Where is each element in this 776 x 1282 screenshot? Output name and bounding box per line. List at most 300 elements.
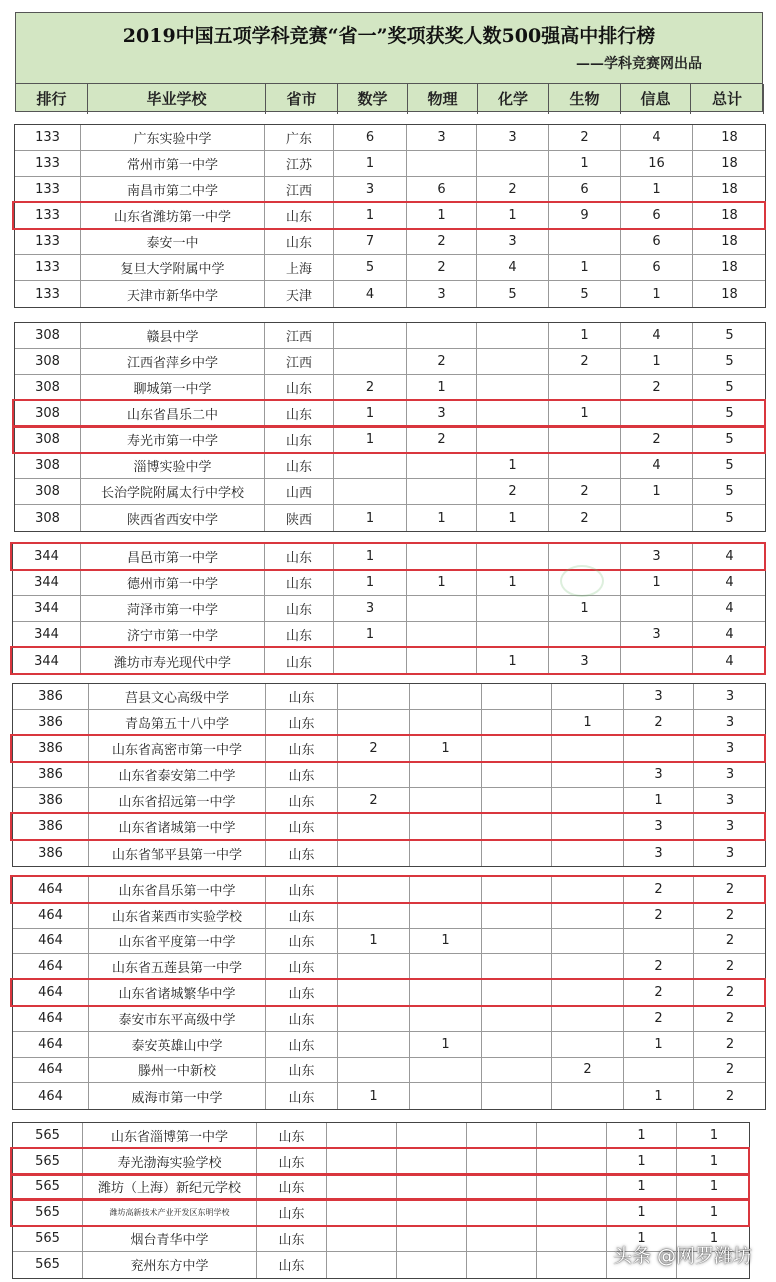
cell-informatics	[624, 1058, 694, 1083]
cell-total: 5	[725, 484, 734, 499]
cell-province: 山东	[266, 954, 338, 979]
cell-informatics: 2	[624, 710, 694, 735]
cell-informatics: 4	[621, 323, 693, 348]
table-row	[13, 1123, 749, 1149]
cell-chemistry	[482, 684, 552, 709]
cell-chemistry	[477, 401, 549, 426]
cell-total: 18	[721, 234, 738, 249]
cell-school: 兖州东方中学	[83, 1252, 257, 1278]
table-row	[15, 125, 765, 151]
cell-school: 山东省邹平县第一中学	[89, 840, 266, 866]
cell-total: 4	[725, 575, 734, 590]
cell-informatics	[621, 648, 693, 674]
cell-physics	[410, 1006, 482, 1031]
cell-informatics: 1	[621, 177, 693, 202]
cell-physics	[410, 762, 482, 787]
cell-school: 赣县中学	[81, 323, 265, 348]
cell-rank: 565	[13, 1252, 83, 1278]
cell-rank: 133	[15, 177, 81, 202]
cell-physics	[410, 1083, 482, 1109]
cell-rank: 308	[15, 453, 81, 478]
cell-province: 江西	[265, 323, 334, 348]
cell-rank: 565	[13, 1200, 83, 1225]
table-row	[13, 903, 765, 929]
cell-school: 莒县文心高级中学	[89, 684, 266, 709]
cell-rank: 133	[15, 203, 81, 228]
cell-math: 5	[334, 255, 407, 280]
table-row	[15, 349, 765, 375]
cell-biology	[537, 1200, 607, 1225]
cell-total: 18	[721, 182, 738, 197]
cell-chemistry	[477, 349, 549, 374]
cell-province: 山东	[266, 903, 338, 928]
cell-informatics: 2	[621, 375, 693, 400]
cell-school: 山东省诸城第一中学	[89, 814, 266, 839]
table-row	[15, 177, 765, 203]
cell-biology	[552, 1006, 624, 1031]
table-row	[15, 203, 765, 229]
cell-biology	[552, 954, 624, 979]
cell-chemistry	[482, 877, 552, 902]
cell-school: 山东省高密市第一中学	[89, 736, 266, 761]
cell-biology	[552, 1083, 624, 1109]
cell-physics: 2	[407, 229, 477, 254]
cell-total: 5	[725, 432, 734, 447]
cell-chemistry	[467, 1200, 537, 1225]
cell-biology	[552, 840, 624, 866]
cell-province: 山东	[266, 980, 338, 1005]
table-row	[13, 929, 765, 955]
table-row	[13, 648, 765, 674]
cell-rank: 308	[15, 401, 81, 426]
cell-chemistry	[467, 1123, 537, 1148]
cell-math	[338, 980, 410, 1005]
table-row	[13, 1006, 765, 1032]
cell-math: 1	[334, 505, 407, 531]
cell-chemistry: 4	[477, 255, 549, 280]
cell-school: 德州市第一中学	[81, 570, 265, 595]
cell-school: 山东省平度第一中学	[89, 929, 266, 954]
rank-group-table	[12, 683, 766, 867]
cell-physics	[397, 1123, 467, 1148]
cell-physics: 1	[407, 375, 477, 400]
column-header-physics: 物理	[408, 84, 478, 114]
cell-informatics	[621, 596, 693, 621]
cell-province: 山东	[266, 736, 338, 761]
column-header-school: 毕业学校	[88, 84, 266, 114]
cell-informatics: 1	[621, 479, 693, 504]
cell-informatics: 4	[621, 453, 693, 478]
cell-total: 3	[725, 819, 735, 834]
cell-biology	[552, 980, 624, 1005]
rank-group-table	[14, 322, 766, 532]
cell-total: 5	[725, 406, 734, 421]
cell-school: 常州市第一中学	[81, 151, 265, 176]
cell-informatics	[621, 505, 693, 531]
cell-informatics: 3	[624, 684, 694, 709]
cell-total: 3	[725, 689, 735, 704]
cell-physics	[410, 788, 482, 813]
cell-province: 山东	[266, 684, 338, 709]
cell-total: 1	[709, 1153, 719, 1169]
rank-group-table	[14, 124, 766, 308]
cell-chemistry: 3	[477, 125, 549, 150]
cell-total: 3	[725, 767, 735, 782]
cell-biology: 5	[549, 281, 621, 307]
cell-biology	[537, 1175, 607, 1200]
cell-rank: 308	[15, 323, 81, 348]
cell-physics: 1	[410, 929, 482, 954]
cell-chemistry	[477, 544, 549, 569]
cell-physics	[410, 814, 482, 839]
cell-rank: 386	[13, 736, 89, 761]
cell-physics: 3	[407, 125, 477, 150]
cell-math: 2	[338, 736, 410, 761]
cell-biology	[552, 762, 624, 787]
cell-school: 山东省昌乐第一中学	[89, 877, 266, 902]
cell-physics: 3	[407, 401, 477, 426]
cell-informatics: 6	[621, 203, 693, 228]
table-row	[15, 229, 765, 255]
cell-math: 1	[334, 151, 407, 176]
cell-physics	[407, 453, 477, 478]
cell-rank: 386	[13, 710, 89, 735]
cell-biology: 2	[549, 505, 621, 531]
cell-school: 山东省莱西市实验学校	[89, 903, 266, 928]
cell-physics	[407, 151, 477, 176]
cell-total: 5	[725, 380, 734, 395]
cell-chemistry	[482, 814, 552, 839]
cell-math: 1	[338, 1083, 410, 1109]
rank-group-table	[12, 876, 766, 1110]
cell-rank: 133	[15, 125, 81, 150]
cell-province: 山东	[257, 1175, 327, 1200]
table-row	[13, 1032, 765, 1058]
cell-total: 1	[709, 1179, 719, 1195]
watermark-text: 头条 @网罗潍坊	[612, 1245, 752, 1267]
cell-province: 山东	[266, 762, 338, 787]
cell-physics	[410, 877, 482, 902]
cell-school: 山东省招远第一中学	[89, 788, 266, 813]
cell-biology	[549, 622, 621, 647]
cell-physics	[410, 954, 482, 979]
cell-informatics	[624, 929, 694, 954]
cell-province: 山东	[257, 1149, 327, 1174]
cell-province: 江西	[265, 349, 334, 374]
cell-physics: 1	[410, 736, 482, 761]
cell-total: 2	[725, 933, 735, 949]
cell-biology	[537, 1252, 607, 1278]
cell-informatics: 2	[624, 877, 694, 902]
cell-informatics: 3	[621, 544, 693, 569]
cell-province: 山西	[265, 479, 334, 504]
cell-total: 2	[725, 1036, 735, 1052]
cell-math: 2	[338, 788, 410, 813]
cell-biology	[552, 684, 624, 709]
cell-biology: 9	[549, 203, 621, 228]
cell-physics	[410, 980, 482, 1005]
cell-math	[334, 648, 407, 674]
cell-math	[338, 877, 410, 902]
cell-rank: 565	[13, 1226, 83, 1251]
cell-biology	[552, 877, 624, 902]
cell-province: 山东	[266, 929, 338, 954]
cell-informatics: 2	[624, 980, 694, 1005]
cell-rank: 464	[13, 1058, 89, 1083]
cell-school: 江西省萍乡中学	[81, 349, 265, 374]
cell-rank: 308	[15, 349, 81, 374]
cell-school: 青岛第五十八中学	[89, 710, 266, 735]
cell-rank: 344	[13, 596, 81, 621]
cell-math	[334, 453, 407, 478]
table-row	[13, 736, 765, 762]
cell-physics	[397, 1149, 467, 1174]
table-row	[13, 570, 765, 596]
cell-province: 山东	[266, 788, 338, 813]
table-row	[15, 375, 765, 401]
cell-rank: 565	[13, 1149, 83, 1174]
cell-chemistry	[482, 788, 552, 813]
cell-biology	[552, 1032, 624, 1057]
cell-chemistry	[482, 1032, 552, 1057]
cell-physics	[397, 1200, 467, 1225]
cell-physics	[407, 479, 477, 504]
table-row	[13, 596, 765, 622]
column-header-biology: 生物	[549, 84, 621, 114]
cell-rank: 464	[13, 929, 89, 954]
cell-chemistry	[482, 710, 552, 735]
cell-province: 天津	[265, 281, 334, 307]
cell-biology	[537, 1226, 607, 1251]
cell-province: 山东	[266, 877, 338, 902]
cell-province: 山东	[257, 1123, 327, 1148]
table-row	[13, 762, 765, 788]
cell-school: 山东省潍坊第一中学	[81, 203, 265, 228]
table-row	[13, 954, 765, 980]
table-row	[13, 1149, 749, 1175]
column-header-row	[16, 83, 762, 114]
cell-school: 山东省诸城繁华中学	[89, 980, 266, 1005]
cell-school: 广东实验中学	[81, 125, 265, 150]
cell-province: 山东	[257, 1200, 327, 1225]
cell-math: 1	[338, 929, 410, 954]
cell-chemistry	[467, 1226, 537, 1251]
cell-rank: 308	[15, 375, 81, 400]
table-row	[15, 427, 765, 453]
cell-total: 2	[725, 959, 735, 975]
table-row	[13, 788, 765, 814]
cell-math	[327, 1123, 397, 1148]
cell-informatics: 1	[621, 570, 693, 595]
page-title: 2019中国五项学科竞赛“省一”奖项获奖人数500强高中排行榜	[122, 25, 656, 47]
cell-rank: 344	[13, 648, 81, 674]
cell-total: 18	[721, 260, 738, 275]
cell-informatics: 16	[621, 151, 693, 176]
cell-total: 5	[725, 354, 734, 369]
cell-math	[338, 1006, 410, 1031]
cell-physics: 2	[407, 427, 477, 452]
cell-total: 5	[725, 510, 734, 526]
cell-total: 2	[725, 1010, 735, 1026]
cell-chemistry: 1	[477, 570, 549, 595]
cell-rank: 386	[13, 840, 89, 866]
cell-biology	[549, 453, 621, 478]
cell-school: 山东省五莲县第一中学	[89, 954, 266, 979]
cell-school: 寿光市第一中学	[81, 427, 265, 452]
cell-biology: 1	[549, 323, 621, 348]
cell-chemistry	[477, 375, 549, 400]
cell-physics: 6	[407, 177, 477, 202]
cell-province: 山东	[265, 401, 334, 426]
cell-math: 1	[334, 401, 407, 426]
cell-math: 3	[334, 177, 407, 202]
cell-chemistry	[482, 954, 552, 979]
cell-rank: 344	[13, 544, 81, 569]
cell-chemistry	[477, 622, 549, 647]
cell-physics: 3	[407, 281, 477, 307]
cell-informatics	[624, 736, 694, 761]
cell-rank: 344	[13, 570, 81, 595]
cell-school: 复旦大学附属中学	[81, 255, 265, 280]
cell-total: 4	[725, 549, 734, 564]
cell-physics	[410, 710, 482, 735]
cell-math	[334, 323, 407, 348]
cell-province: 江西	[265, 177, 334, 202]
cell-chemistry: 2	[477, 479, 549, 504]
cell-school: 淄博实验中学	[81, 453, 265, 478]
cell-school: 聊城第一中学	[81, 375, 265, 400]
table-row	[15, 401, 765, 427]
cell-school: 泰安市东平高级中学	[89, 1006, 266, 1031]
cell-total: 2	[725, 1088, 735, 1104]
table-row	[13, 622, 765, 648]
cell-rank: 308	[15, 479, 81, 504]
table-row	[13, 877, 765, 903]
cell-informatics: 3	[624, 840, 694, 866]
cell-total: 3	[725, 845, 735, 861]
cell-informatics: 1	[624, 1083, 694, 1109]
cell-chemistry	[477, 596, 549, 621]
cell-rank: 565	[13, 1175, 83, 1200]
watermark-logo-icon	[560, 565, 604, 597]
column-header-total: 总计	[691, 84, 764, 114]
cell-rank: 464	[13, 954, 89, 979]
cell-rank: 464	[13, 877, 89, 902]
cell-total: 2	[725, 881, 735, 897]
cell-chemistry: 1	[477, 505, 549, 531]
cell-chemistry	[467, 1175, 537, 1200]
cell-province: 广东	[265, 125, 334, 150]
cell-math: 4	[334, 281, 407, 307]
cell-biology: 6	[549, 177, 621, 202]
cell-total: 2	[725, 907, 735, 923]
cell-biology	[549, 229, 621, 254]
cell-physics	[407, 544, 477, 569]
table-header	[15, 12, 763, 112]
cell-biology: 1	[549, 401, 621, 426]
cell-math	[327, 1175, 397, 1200]
cell-biology: 2	[552, 1058, 624, 1083]
cell-math	[338, 710, 410, 735]
table-row	[15, 255, 765, 281]
cell-province: 山东	[266, 1006, 338, 1031]
cell-chemistry: 5	[477, 281, 549, 307]
cell-informatics: 6	[621, 229, 693, 254]
cell-rank: 344	[13, 622, 81, 647]
table-row	[15, 151, 765, 177]
cell-chemistry: 1	[477, 453, 549, 478]
table-row	[13, 840, 765, 866]
cell-total: 1	[709, 1205, 719, 1221]
cell-school: 潍坊高新技术产业开发区东明学校	[83, 1200, 257, 1225]
table-row	[13, 684, 765, 710]
cell-informatics: 1	[607, 1123, 677, 1148]
cell-rank: 386	[13, 788, 89, 813]
cell-biology	[537, 1149, 607, 1174]
cell-biology: 2	[549, 349, 621, 374]
cell-rank: 133	[15, 229, 81, 254]
cell-informatics: 2	[624, 903, 694, 928]
cell-total: 18	[721, 130, 738, 145]
cell-rank: 386	[13, 762, 89, 787]
cell-province: 山东	[266, 814, 338, 839]
cell-math	[327, 1252, 397, 1278]
cell-physics: 1	[407, 570, 477, 595]
cell-rank: 464	[13, 1032, 89, 1057]
cell-school: 山东省淄博第一中学	[83, 1123, 257, 1148]
cell-province: 山东	[265, 375, 334, 400]
cell-math: 1	[334, 544, 407, 569]
cell-school: 寿光渤海实验学校	[83, 1149, 257, 1174]
cell-math: 6	[334, 125, 407, 150]
cell-informatics: 1	[624, 1032, 694, 1057]
cell-total: 1	[709, 1231, 719, 1247]
cell-math	[334, 479, 407, 504]
cell-biology	[552, 929, 624, 954]
cell-total: 2	[725, 1062, 735, 1078]
cell-biology	[549, 427, 621, 452]
cell-province: 山东	[266, 840, 338, 866]
cell-physics	[407, 622, 477, 647]
cell-total: 4	[725, 653, 734, 669]
cell-math	[338, 1032, 410, 1057]
page-subtitle: ——学科竞赛网出品	[576, 56, 702, 72]
cell-informatics: 1	[607, 1200, 677, 1225]
cell-rank: 464	[13, 1083, 89, 1109]
cell-province: 山东	[266, 1083, 338, 1109]
cell-chemistry	[482, 762, 552, 787]
cell-total: 2	[725, 985, 735, 1001]
cell-physics: 2	[407, 349, 477, 374]
cell-chemistry	[482, 1083, 552, 1109]
cell-school: 昌邑市第一中学	[81, 544, 265, 569]
cell-school: 山东省泰安第二中学	[89, 762, 266, 787]
table-row	[13, 1175, 749, 1201]
cell-informatics: 1	[607, 1175, 677, 1200]
cell-province: 山东	[266, 1058, 338, 1083]
cell-biology	[552, 903, 624, 928]
cell-informatics: 2	[624, 954, 694, 979]
cell-math: 1	[334, 427, 407, 452]
cell-school: 潍坊市寿光现代中学	[81, 648, 265, 674]
cell-physics: 2	[407, 255, 477, 280]
cell-biology	[552, 814, 624, 839]
cell-chemistry	[467, 1252, 537, 1278]
cell-informatics: 1	[621, 349, 693, 374]
cell-school: 菏泽市第一中学	[81, 596, 265, 621]
cell-rank: 133	[15, 281, 81, 307]
cell-physics	[407, 596, 477, 621]
